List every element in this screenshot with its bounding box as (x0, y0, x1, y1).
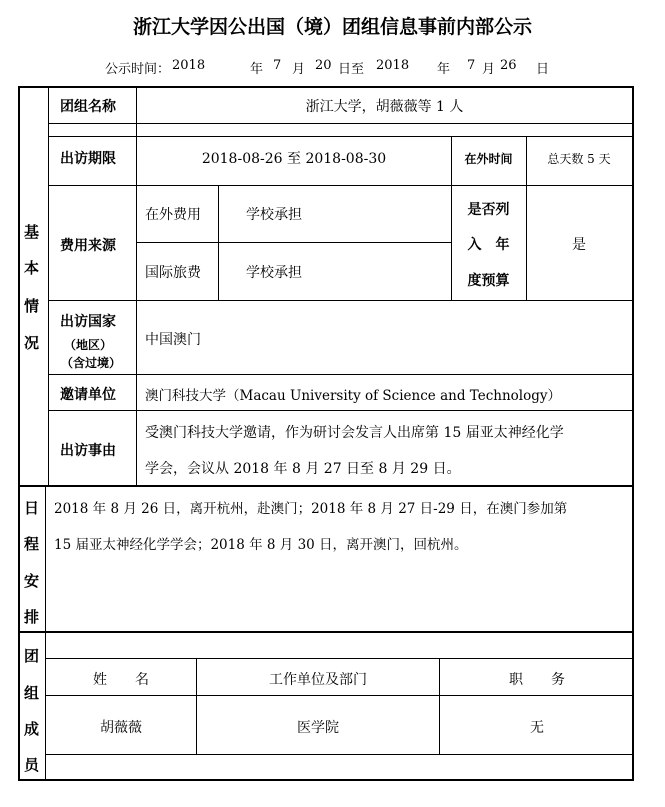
budget-label-line1: 是否列 (467, 202, 510, 218)
section-members-char-4: 员 (24, 756, 40, 774)
section-basic-char-4: 况 (24, 334, 40, 352)
country-label-line1: 出访国家 (60, 314, 116, 330)
publish-end-year: 2018 (376, 58, 410, 73)
budget-label-line3: 度预算 (467, 273, 510, 289)
schedule-line2: 15 届亚太神经化学学会；2018 年 8 月 30 日，离开澳门，回杭州。 (54, 537, 468, 553)
publish-year-unit: 年 (250, 62, 264, 77)
members-header-title: 职 务 (509, 672, 565, 688)
group-name-label: 团组名称 (60, 99, 116, 115)
funding-label: 费用来源 (60, 238, 116, 254)
budget-label-line2: 入 年 (467, 237, 510, 253)
publish-start-year: 2018 (172, 58, 206, 73)
publish-end-day: 26 (500, 58, 517, 73)
section-basic-char-2: 本 (24, 259, 40, 277)
reason-line2: 学会，会议从 2018 年 8 月 27 日至 8 月 29 日。 (145, 461, 461, 477)
member-row-name: 胡薇薇 (100, 720, 142, 736)
publish-to: 日至 (338, 62, 365, 77)
section-schedule-char-1: 日 (24, 499, 40, 517)
abroad-cost-label: 在外费用 (145, 207, 201, 223)
publish-end-month: 7 (467, 58, 476, 73)
publish-month-unit-2: 月 (482, 62, 496, 77)
section-members-char-2: 组 (24, 684, 40, 702)
publish-start-day: 20 (315, 58, 332, 73)
budget-value: 是 (572, 237, 586, 253)
section-basic-char-1: 基 (24, 223, 40, 241)
group-name-value: 浙江大学，胡薇薇等 1 人 (305, 99, 464, 115)
country-label-line2: （地区） (64, 338, 113, 352)
publish-year-unit-2: 年 (437, 62, 451, 77)
abroad-time-value: 总天数 5 天 (547, 152, 611, 166)
publish-prefix: 公示时间： (105, 62, 171, 77)
publish-start-month: 7 (273, 58, 282, 73)
inviter-value: 澳门科技大学（Macau University of Science and Technology） (145, 388, 561, 404)
section-schedule-char-3: 安 (24, 572, 40, 590)
page-title: 浙江大学因公出国（境）团组信息事前内部公示 (132, 16, 532, 38)
abroad-cost-value: 学校承担 (246, 207, 302, 223)
period-label: 出访期限 (60, 151, 116, 167)
publish-month-unit: 月 (292, 62, 306, 77)
section-schedule-char-2: 程 (24, 535, 40, 553)
inviter-label: 邀请单位 (60, 387, 116, 403)
intl-travel-value: 学校承担 (246, 265, 302, 281)
intl-travel-label: 国际旅费 (145, 265, 201, 281)
section-schedule-char-4: 排 (24, 608, 40, 626)
country-label-line3: （含过境） (61, 356, 122, 370)
reason-label: 出访事由 (60, 443, 116, 459)
publish-day-unit: 日 (536, 62, 550, 77)
section-members-char-3: 成 (24, 720, 40, 738)
members-header-name: 姓 名 (93, 672, 149, 688)
members-header-unit: 工作单位及部门 (269, 672, 367, 688)
period-value: 2018-08-26 至 2018-08-30 (201, 151, 387, 167)
member-row-unit: 医学院 (297, 720, 339, 736)
member-row-title: 无 (530, 720, 544, 736)
schedule-line1: 2018 年 8 月 26 日，离开杭州，赴澳门；2018 年 8 月 27 日-29 日，在澳门参加第 (54, 501, 568, 517)
country-value: 中国澳门 (145, 332, 201, 348)
abroad-time-label: 在外时间 (464, 152, 513, 166)
section-members-char-1: 团 (24, 647, 40, 665)
section-basic-char-3: 情 (24, 297, 40, 315)
reason-line1: 受澳门科技大学邀请，作为研讨会发言人出席第 15 届亚太神经化学 (145, 425, 564, 441)
